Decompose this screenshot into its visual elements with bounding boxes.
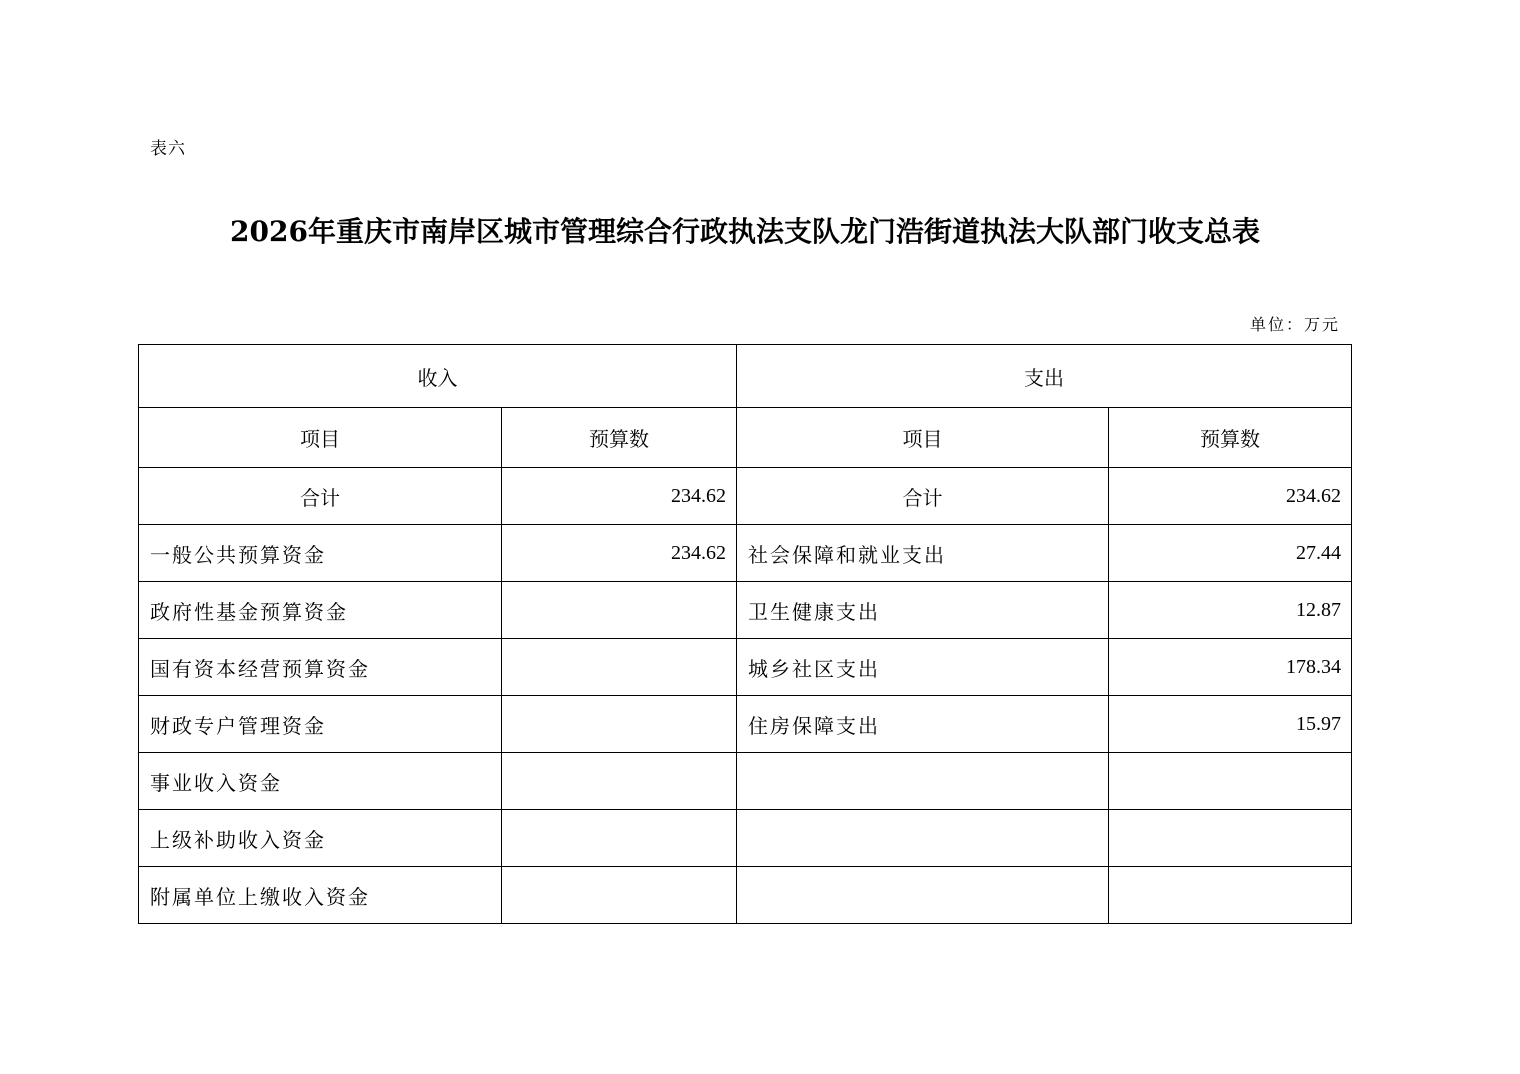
expense-item-cell: 卫生健康支出	[737, 582, 1109, 639]
income-item-header: 项目	[139, 408, 502, 468]
expense-value-cell: 27.44	[1109, 525, 1352, 582]
table-label: 表六	[150, 139, 186, 159]
expense-item-header: 项目	[737, 408, 1109, 468]
expense-item-cell: 社会保障和就业支出	[737, 525, 1109, 582]
income-total-value: 234.62	[502, 468, 737, 525]
expense-total-label: 合计	[737, 468, 1109, 525]
income-value-cell	[502, 753, 737, 810]
expense-section-header: 支出	[737, 345, 1352, 408]
income-value-cell	[502, 582, 737, 639]
expense-total-value: 234.62	[1109, 468, 1352, 525]
total-row	[139, 468, 1352, 525]
table-row	[139, 867, 1352, 924]
income-total-label: 合计	[139, 468, 502, 525]
section-header-row	[139, 345, 1352, 408]
income-budget-header: 预算数	[502, 408, 737, 468]
expense-value-cell	[1109, 867, 1352, 924]
expense-item-cell	[737, 867, 1109, 924]
document-title: 2026年重庆市南岸区城市管理综合行政执法支队龙门浩街道执法大队部门收支总表	[230, 215, 1260, 248]
unit-label: 单位：万元	[1249, 315, 1340, 334]
expense-value-cell	[1109, 753, 1352, 810]
table-row	[139, 696, 1352, 753]
table-row	[139, 582, 1352, 639]
income-item-cell: 国有资本经营预算资金	[139, 639, 502, 696]
income-section-header: 收入	[139, 345, 737, 408]
expense-item-cell	[737, 753, 1109, 810]
table-row	[139, 810, 1352, 867]
income-item-cell: 事业收入资金	[139, 753, 502, 810]
income-value-cell	[502, 639, 737, 696]
expense-item-cell	[737, 810, 1109, 867]
income-item-cell: 附属单位上缴收入资金	[139, 867, 502, 924]
expense-value-cell: 15.97	[1109, 696, 1352, 753]
table-row	[139, 639, 1352, 696]
expense-budget-header: 预算数	[1109, 408, 1352, 468]
expense-value-cell: 12.87	[1109, 582, 1352, 639]
income-item-cell: 政府性基金预算资金	[139, 582, 502, 639]
expense-value-cell: 178.34	[1109, 639, 1352, 696]
income-value-cell	[502, 810, 737, 867]
income-value-cell	[502, 867, 737, 924]
income-item-cell: 上级补助收入资金	[139, 810, 502, 867]
table-row	[139, 753, 1352, 810]
income-value-cell	[502, 696, 737, 753]
budget-summary-table	[138, 344, 1352, 924]
income-item-cell: 财政专户管理资金	[139, 696, 502, 753]
income-value-cell: 234.62	[502, 525, 737, 582]
expense-item-cell: 住房保障支出	[737, 696, 1109, 753]
expense-item-cell: 城乡社区支出	[737, 639, 1109, 696]
column-header-row	[139, 408, 1352, 468]
expense-value-cell	[1109, 810, 1352, 867]
table-row	[139, 525, 1352, 582]
income-item-cell: 一般公共预算资金	[139, 525, 502, 582]
